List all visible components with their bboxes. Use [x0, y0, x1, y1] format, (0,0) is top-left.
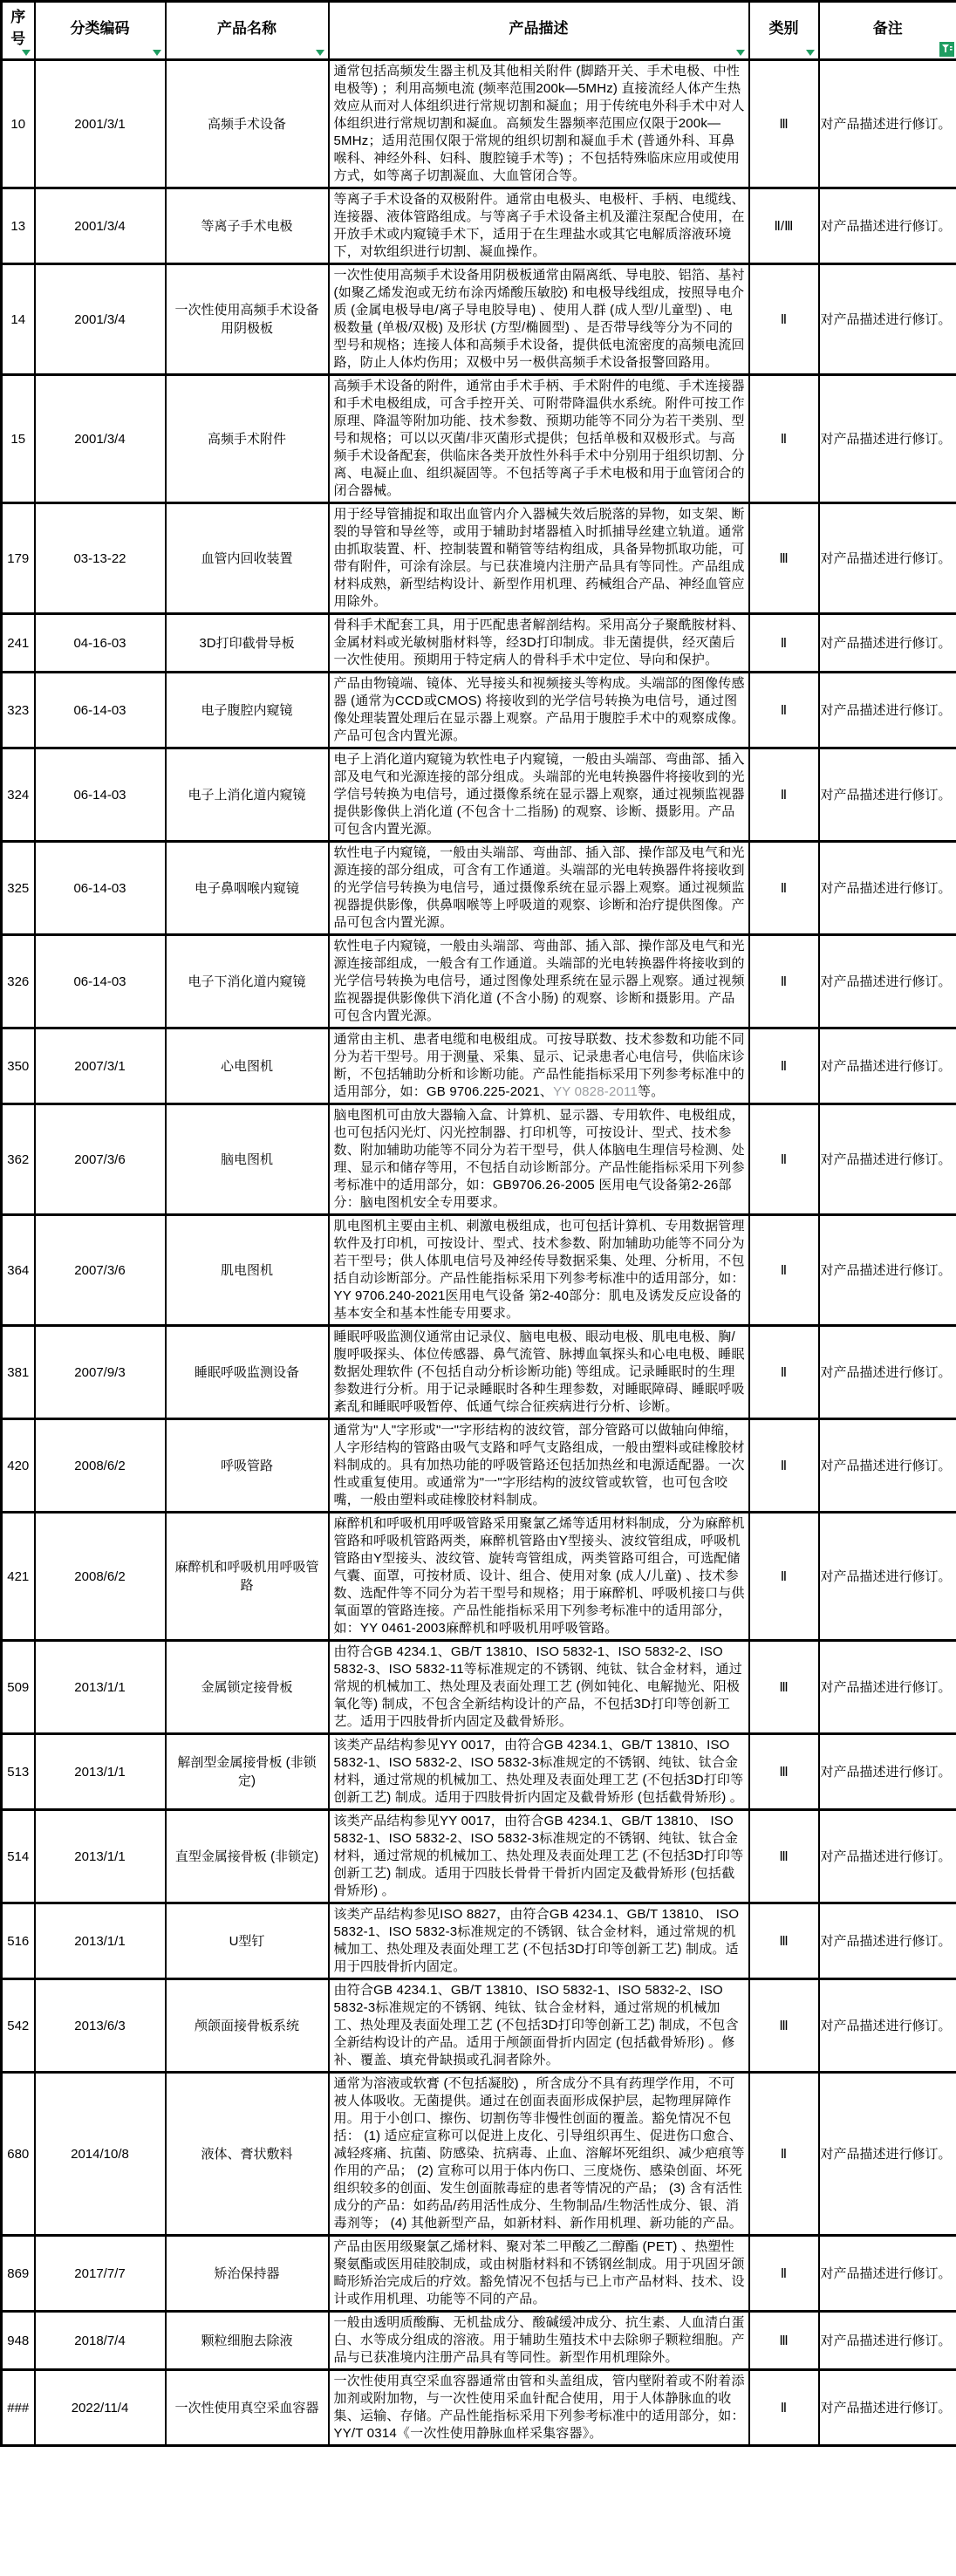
cell-class-code[interactable]: 2007/3/1	[35, 1028, 166, 1104]
cell-product-desc[interactable]: 麻醉机和呼吸机用呼吸管路采用聚氯乙烯等适用材料制成，分为麻醉机管路和呼吸机管路两类，麻醉机管路由Y型接头、波纹管组成，呼吸机管路由Y型接头、波纹管、旋转弯管组成，两类管路可组合，可选配储气囊、面罩，可按材质、设计、组合、使用对象 (成人/儿童) 、技术参数、选配件等不同分为若干型号和规格；用于麻醉机、呼吸机接口与供氧面罩的管路连接。产品性能指标采用下列参考标准中的适用部分，如：YY 0461-2003麻醉机和呼吸机用呼吸管路。	[329, 1513, 749, 1641]
col-header-name	[166, 2, 329, 60]
cell-category[interactable]: Ⅱ	[749, 1104, 819, 1215]
cell-remark[interactable]: 对产品描述进行修订。	[819, 1104, 956, 1215]
cell-seq[interactable]: 350	[2, 1028, 35, 1104]
table-row	[2, 2236, 956, 2312]
table-row	[2, 1028, 956, 1104]
muted-standard-ref: YY 0828-2011	[553, 1084, 638, 1099]
cell-remark[interactable]: 对产品描述进行修订。	[819, 2073, 956, 2236]
cell-remark[interactable]: 对产品描述进行修订。	[819, 375, 956, 503]
table-row	[2, 2370, 956, 2446]
filter-dropdown-icon[interactable]	[736, 50, 745, 56]
cell-product-name[interactable]: 一次性使用真空采血容器	[166, 2370, 329, 2446]
cell-seq[interactable]: 509	[2, 1641, 35, 1734]
cell-class-code[interactable]: 2001/3/4	[35, 375, 166, 503]
table-row	[2, 60, 956, 188]
cell-product-name[interactable]: 电子鼻咽喉内窥镜	[166, 842, 329, 935]
cell-remark[interactable]: 对产品描述进行修订。	[819, 1979, 956, 2073]
cell-product-desc[interactable]: 软性电子内窥镜，一般由头端部、弯曲部、插入部、操作部及电气和光源连接部组成，一般含有工作通道。头端部的光电转换器件将接收到的光学信号转换为电信号，通过图像处理系统在显示器上观察。通过视频监视器提供影像供下消化道 (不含小肠) 的观察、诊断和摄影用。产品可包含内置光源。	[329, 935, 749, 1028]
cell-category[interactable]: Ⅲ	[749, 2312, 819, 2370]
cell-class-code[interactable]: 2013/6/3	[35, 1979, 166, 2073]
cell-product-name[interactable]: 颅颌面接骨板系统	[166, 1979, 329, 2073]
table-row	[2, 1903, 956, 1979]
cell-category[interactable]: Ⅲ	[749, 1641, 819, 1734]
cell-product-name[interactable]: 脑电图机	[166, 1104, 329, 1215]
cell-category[interactable]: Ⅱ	[749, 748, 819, 842]
cell-class-code[interactable]: 2017/7/7	[35, 2236, 166, 2312]
cell-category[interactable]: Ⅱ	[749, 264, 819, 375]
cell-class-code[interactable]: 06-14-03	[35, 935, 166, 1028]
filter-dropdown-icon[interactable]	[153, 50, 161, 56]
col-header-seq-label: 序号	[10, 9, 26, 47]
cell-class-code[interactable]: 2008/6/2	[35, 1513, 166, 1641]
cell-category[interactable]: Ⅲ	[749, 1979, 819, 2073]
col-header-code	[35, 2, 166, 60]
table-row	[2, 1215, 956, 1326]
table-row	[2, 503, 956, 614]
cell-category[interactable]: Ⅲ	[749, 1734, 819, 1810]
cell-remark[interactable]: 对产品描述进行修订。	[819, 1215, 956, 1326]
cell-class-code[interactable]: 2014/10/8	[35, 2073, 166, 2236]
filter-dropdown-icon[interactable]	[316, 50, 324, 56]
cell-seq[interactable]: 323	[2, 673, 35, 748]
table-row	[2, 375, 956, 503]
cell-product-desc[interactable]: 通常由主机、患者电缆和电极组成。可按导联数、技术参数和功能不同分为若干型号。用于测量、采集、显示、记录患者心电信号，供临床诊断，不包括辅助分析和诊断功能。产品性能指标采用下列参考标准中的适用部分，如：GB 9706.225-2021、YY 0828-2011等。	[329, 1028, 749, 1104]
cell-product-name[interactable]: 一次性使用高频手术设备用阴极板	[166, 264, 329, 375]
cell-seq[interactable]: 241	[2, 614, 35, 673]
cell-remark[interactable]: 对产品描述进行修订。	[819, 1734, 956, 1810]
cell-remark[interactable]: 对产品描述进行修订。	[819, 1641, 956, 1734]
cell-product-desc[interactable]: 高频手术设备的附件，通常由手术手柄、手术附件的电缆、手术连接器和手术电极组成，可含手控开关、可附带降温供水系统。附件可按工作原理、降温等附加功能、技术参数、预期功能等不同分为若干类别、型号和规格；可以以灭菌/非灭菌形式提供；包括单极和双极形式。与高频手术设备配套，供临床各类开放性外科手术中分别用于组织切割、分离、电凝止血、组织凝固等。不包括等离子手术电极和用于血管闭合的闭合器械。	[329, 375, 749, 503]
cell-seq[interactable]: 326	[2, 935, 35, 1028]
cell-category[interactable]: Ⅱ	[749, 375, 819, 503]
cell-seq[interactable]: 10	[2, 60, 35, 188]
cell-product-name[interactable]: 肌电图机	[166, 1215, 329, 1326]
cell-seq[interactable]: 420	[2, 1419, 35, 1513]
cell-seq[interactable]: 513	[2, 1734, 35, 1810]
cell-product-desc[interactable]: 由符合GB 4234.1、GB/T 13810、ISO 5832-1、ISO 5832-2、ISO 5832-3、ISO 5832-11等标准规定的不锈钢、纯钛、钛合金材料，通过常规的机械加工、热处理及表面处理工艺 (例如钝化、电解抛光、阳极氧化等) 制成，不包含全新结构设计的产品，不包括3D打印等创新工艺。适用于四肢骨折内固定及截骨矫形。	[329, 1641, 749, 1734]
cell-class-code[interactable]: 2001/3/4	[35, 188, 166, 264]
cell-product-desc[interactable]: 通常为溶液或软膏 (不包括凝胶) ，所含成分不具有药理学作用，不可被人体吸收。无菌提供。通过在创面表面形成保护层，起物理屏障作用。用于小创口、擦伤、切割伤等非慢性创面的覆盖。豁免情况不包括： (1) 适应症宣称可以促进上皮化、引导组织再生、促进伤口愈合、减轻疼痛、抗菌、防感染、抗病毒、止血、溶解坏死组织、减少疤痕等作用的产品； (2) 宣称可以用于体内伤口、三度烧伤、感染创面、坏死组织较多的创面、发生创面脓毒症的患者等情况的产品； (3) 含有活性成分的产品：如药品/药用活性成分、生物制品/生物活性成分、银、消毒剂等； (4) 其他新型产品，如新材料、新作用机理、新功能的产品。	[329, 2073, 749, 2236]
cell-product-desc[interactable]: 睡眠呼吸监测仪通常由记录仪、脑电电极、眼动电极、肌电电极、胸/腹呼吸探头、体位传感器、鼻气流管、脉搏血氧探头和心电电极、睡眠数据处理软件 (不包括自动分析诊断功能) 等组成。记录睡眠时的生理参数进行分析。用于记录睡眠时各种生理参数，对睡眠障碍、睡眠呼吸紊乱和睡眠呼吸暂停、低通气综合征疾病进行分析、诊断。	[329, 1326, 749, 1419]
cell-remark[interactable]: 对产品描述进行修订。	[819, 673, 956, 748]
cell-category[interactable]: Ⅱ	[749, 673, 819, 748]
cell-remark[interactable]: 对产品描述进行修订。	[819, 2236, 956, 2312]
col-header-name-label: 产品名称	[217, 19, 277, 37]
filter-applied-icon[interactable]	[939, 42, 954, 57]
cell-remark[interactable]: 对产品描述进行修订。	[819, 60, 956, 188]
table-row	[2, 188, 956, 264]
cell-category[interactable]: Ⅲ	[749, 1903, 819, 1979]
cell-product-name[interactable]: 直型金属接骨板 (非锁定)	[166, 1810, 329, 1903]
cell-product-name[interactable]: 电子上消化道内窥镜	[166, 748, 329, 842]
table-row	[2, 1513, 956, 1641]
cell-class-code[interactable]: 2018/7/4	[35, 2312, 166, 2370]
cell-remark[interactable]: 对产品描述进行修订。	[819, 1903, 956, 1979]
cell-category[interactable]: Ⅲ	[749, 503, 819, 614]
col-header-desc	[329, 2, 749, 60]
table-row	[2, 2312, 956, 2370]
cell-class-code[interactable]: 2008/6/2	[35, 1419, 166, 1513]
cell-seq[interactable]: 324	[2, 748, 35, 842]
cell-product-desc[interactable]: 用于经导管捕捉和取出血管内介入器械失效后脱落的异物，如支架、断裂的导管和导丝等，或用于辅助封堵器植入时抓捕导丝建立轨道。通常由抓取装置、杆、控制装置和鞘管等结构组成，具备异物抓取功能，可带有附件，可涂有涂层。与已获准境内注册产品具有等同性。产品组成材料成熟，新型结构设计、新型作用机理、药械组合产品、神经血管应用除外。	[329, 503, 749, 614]
cell-product-desc[interactable]: 通常为"人"字形或"一"字形结构的波纹管，部分管路可以做轴向伸缩，人字形结构的管路由吸气支路和呼气支路组成，一般由塑料或硅橡胶材料制成的。具有加热功能的呼吸管路还包括加热丝和电源适配器。一次性或重复使用。或通常为"一"字形结构的波纹管或软管，也可包含咬嘴，一般由塑料或硅橡胶材料制成。	[329, 1419, 749, 1513]
cell-seq[interactable]: 325	[2, 842, 35, 935]
cell-remark[interactable]: 对产品描述进行修订。	[819, 1513, 956, 1641]
cell-remark[interactable]: 对产品描述进行修订。	[819, 935, 956, 1028]
cell-class-code[interactable]: 03-13-22	[35, 503, 166, 614]
cell-remark[interactable]: 对产品描述进行修订。	[819, 2312, 956, 2370]
cell-category[interactable]: Ⅱ	[749, 2370, 819, 2446]
cell-remark[interactable]: 对产品描述进行修订。	[819, 2370, 956, 2446]
cell-product-name[interactable]: 心电图机	[166, 1028, 329, 1104]
cell-remark[interactable]: 对产品描述进行修订。	[819, 188, 956, 264]
cell-category[interactable]: Ⅱ	[749, 935, 819, 1028]
cell-class-code[interactable]: 2013/1/1	[35, 1903, 166, 1979]
cell-class-code[interactable]: 06-14-03	[35, 673, 166, 748]
cell-seq[interactable]: 514	[2, 1810, 35, 1903]
cell-product-desc[interactable]: 通常包括高频发生器主机及其他相关附件 (脚踏开关、手术电极、中性电极等) ；利用高频电流 (频率范围200k—5MHz) 直接流经人体产生热效应从而对人体组织进行常规切割和凝血；用于传统电外科手术中对人体组织进行常规切割和凝血。高频发生器频率范围应仅限于200k—5MHz；适用范围仅限于常规的组织切割和凝血手术 (普通外科、耳鼻喉科、神经外科、妇科、腹腔镜手术等) ；不包括特殊临床应用或使用方式，如等离子切割凝血、大血管闭合等。	[329, 60, 749, 188]
cell-product-desc[interactable]: 一次性使用真空采血容器通常由管和头盖组成，管内壁附着或不附着添加剂或附加物，与一次性使用采血针配合使用，用于人体静脉血的收集、运输、存储。产品性能指标采用下列参考标准中的适用部分，如：YY/T 0314《一次性使用静脉血样采集容器》。	[329, 2370, 749, 2446]
cell-seq[interactable]: 516	[2, 1903, 35, 1979]
cell-class-code[interactable]: 2007/3/6	[35, 1215, 166, 1326]
cell-remark[interactable]: 对产品描述进行修订。	[819, 748, 956, 842]
cell-category[interactable]: Ⅱ	[749, 1419, 819, 1513]
col-header-seq	[2, 2, 35, 60]
cell-product-desc[interactable]: 一般由透明质酸酶、无机盐成分、酸碱缓冲成分、抗生素、人血清白蛋白、水等成分组成的溶液。用于辅助生殖技术中去除卵子颗粒细胞。产品与已获准境内注册产品具有等同性。新型作用机理除外。	[329, 2312, 749, 2370]
cell-class-code[interactable]: 2001/3/4	[35, 264, 166, 375]
table-row	[2, 1641, 956, 1734]
cell-class-code[interactable]: 2007/3/6	[35, 1104, 166, 1215]
cell-class-code[interactable]: 04-16-03	[35, 614, 166, 673]
cell-class-code[interactable]: 2022/11/4	[35, 2370, 166, 2446]
cell-remark[interactable]: 对产品描述进行修订。	[819, 503, 956, 614]
cell-product-desc[interactable]: 产品由物镜端、镜体、光导接头和视频接头等构成。头端部的图像传感器 (通常为CCD或CMOS) 将接收到的光学信号转换为电信号，通过图像处理装置处理后在显示器上观察。产品用于腹腔手术中的观察成像。产品可包含内置光源。	[329, 673, 749, 748]
cell-seq[interactable]: 364	[2, 1215, 35, 1326]
col-header-cat-label: 类别	[768, 19, 799, 37]
cell-product-name[interactable]: U型钉	[166, 1903, 329, 1979]
table-row	[2, 1104, 956, 1215]
cell-remark[interactable]: 对产品描述进行修订。	[819, 1028, 956, 1104]
table-row	[2, 1979, 956, 2073]
cell-seq[interactable]: 15	[2, 375, 35, 503]
table-row	[2, 1734, 956, 1810]
cell-product-desc[interactable]: 一次性使用高频手术设备用阴极板通常由隔离纸、导电胶、铝箔、基衬 (如聚乙烯发泡或无纺布涂丙烯酸压敏胶) 和电极导线组成，按照导电介质 (金属电极导电/离子导电胶导电) 、使用人群 (成人型/儿童型) 、电极数量 (单极/双极) 及形状 (方型/椭圆型) 、是否带导线等分为不同的型号和规格；连接人体和高频手术设备，提供低电流密度的高频电流回路，防止人体灼伤用；双极中另一极供高频手术设备报警回路用。	[329, 264, 749, 375]
cell-product-desc[interactable]: 骨科手术配套工具，用于匹配患者解剖结构。采用高分子聚酰胺材料、金属材料或光敏树脂材料等，经3D打印制成。非无菌提供，经灭菌后一次性使用。预期用于特定病人的骨科手术中定位、导向和保护。	[329, 614, 749, 673]
cell-seq[interactable]: 179	[2, 503, 35, 614]
table-body	[2, 60, 956, 2446]
cell-product-name[interactable]: 麻醉机和呼吸机用呼吸管路	[166, 1513, 329, 1641]
filter-dropdown-icon[interactable]	[22, 50, 31, 56]
cell-remark[interactable]: 对产品描述进行修订。	[819, 614, 956, 673]
cell-product-desc[interactable]: 肌电图机主要由主机、刺激电极组成，也可包括计算机、专用数据管理软件及打印机，可按设计、型式、技术参数、附加辅助功能等不同分为若干型号；供人体肌电信号及神经传导数据采集、处理、分析用，不包括自动诊断部分。产品性能指标采用下列参考标准中的适用部分，如：YY 9706.240-2021医用电气设备 第2-40部分：肌电及诱发反应设备的基本安全和基本性能专用要求。	[329, 1215, 749, 1326]
cell-category[interactable]: Ⅲ	[749, 60, 819, 188]
cell-product-name[interactable]: 高频手术附件	[166, 375, 329, 503]
table-header	[2, 2, 956, 60]
cell-class-code[interactable]: 2007/9/3	[35, 1326, 166, 1419]
cell-seq[interactable]: 948	[2, 2312, 35, 2370]
cell-product-name[interactable]: 颗粒细胞去除液	[166, 2312, 329, 2370]
table-row	[2, 264, 956, 375]
cell-category[interactable]: Ⅱ	[749, 2073, 819, 2236]
cell-remark[interactable]: 对产品描述进行修订。	[819, 1810, 956, 1903]
cell-product-name[interactable]: 高频手术设备	[166, 60, 329, 188]
cell-product-name[interactable]: 矫治保持器	[166, 2236, 329, 2312]
table-row	[2, 614, 956, 673]
cell-category[interactable]: Ⅱ	[749, 614, 819, 673]
table-row	[2, 673, 956, 748]
cell-seq[interactable]: 14	[2, 264, 35, 375]
cell-product-desc[interactable]: 该类产品结构参见YY 0017，由符合GB 4234.1、GB/T 13810、ISO 5832-1、ISO 5832-2、ISO 5832-3标准规定的不锈钢、纯钛、钛合金材料，通过常规的机械加工、热处理及表面处理工艺 (不包括3D打印等创新工艺) 制成。适用于四肢骨折内固定及截骨矫形 (包括截骨矫形) 。	[329, 1734, 749, 1810]
cell-product-desc[interactable]: 产品由医用级聚氯乙烯材料、聚对苯二甲酸乙二醇酯 (PET) 、热塑性聚氨酯或医用硅胶制成，或由树脂材料和不锈钢丝制成。用于巩固牙颌畸形矫治完成后的疗效。豁免情况不包括与已上市产品材料、技术、设计或作用机理、功能等不同的产品。	[329, 2236, 749, 2312]
cell-product-name[interactable]: 金属锁定接骨板	[166, 1641, 329, 1734]
cell-product-desc[interactable]: 该类产品结构参见YY 0017，由符合GB 4234.1、GB/T 13810、 ISO 5832-1、ISO 5832-2、ISO 5832-3标准规定的不锈钢、纯钛、钛合金材料，通过常规的机械加工、热处理及表面处理工艺 (不包括3D打印等创新工艺) 制成。适用于四肢长骨骨干骨折内固定及截骨矫形 (包括截骨矫形) 。	[329, 1810, 749, 1903]
table-row	[2, 842, 956, 935]
cell-seq[interactable]: 13	[2, 188, 35, 264]
cell-product-name[interactable]: 等离子手术电极	[166, 188, 329, 264]
cell-seq[interactable]: 680	[2, 2073, 35, 2236]
col-header-remark	[819, 2, 956, 60]
cell-class-code[interactable]: 06-14-03	[35, 842, 166, 935]
filter-dropdown-icon[interactable]	[806, 50, 815, 56]
table-row	[2, 2073, 956, 2236]
cell-product-desc[interactable]: 电子上消化道内窥镜为软性电子内窥镜，一般由头端部、弯曲部、插入部及电气和光源连接的部分组成。头端部的光电转换器件将接收到的光学信号转换为电信号，通过摄像系统在显示器上观察，通过视频监视器提供影像供上消化道 (不包含十二指肠) 的观察、诊断、摄影用。产品可包含内置光源。	[329, 748, 749, 842]
cell-product-name[interactable]: 解剖型金属接骨板 (非锁定)	[166, 1734, 329, 1810]
cell-remark[interactable]: 对产品描述进行修订。	[819, 1419, 956, 1513]
col-header-code-label: 分类编码	[70, 19, 130, 37]
cell-seq[interactable]: 542	[2, 1979, 35, 2073]
cell-seq[interactable]: 421	[2, 1513, 35, 1641]
cell-product-name[interactable]: 3D打印截骨导板	[166, 614, 329, 673]
cell-category[interactable]: Ⅱ	[749, 1028, 819, 1104]
cell-product-desc[interactable]: 该类产品结构参见ISO 8827，由符合GB 4234.1、GB/T 13810、 ISO 5832-1、ISO 5832-3标准规定的不锈钢、钛合金材料，通过常规的机械加工、热处理及表面处理工艺 (不包括3D打印等创新工艺) 制成。适用于四肢骨折内固定。	[329, 1903, 749, 1979]
table-row	[2, 1810, 956, 1903]
col-header-desc-label: 产品描述	[509, 19, 569, 37]
cell-category[interactable]: Ⅱ	[749, 2236, 819, 2312]
cell-product-name[interactable]: 电子下消化道内窥镜	[166, 935, 329, 1028]
cell-product-name[interactable]: 睡眠呼吸监测设备	[166, 1326, 329, 1419]
cell-class-code[interactable]: 06-14-03	[35, 748, 166, 842]
table-row	[2, 935, 956, 1028]
cell-category[interactable]: Ⅱ	[749, 1326, 819, 1419]
cell-product-name[interactable]: 液体、膏状敷料	[166, 2073, 329, 2236]
table-row	[2, 1326, 956, 1419]
cell-category[interactable]: Ⅱ	[749, 842, 819, 935]
cell-product-desc[interactable]: 等离子手术设备的双极附件。通常由电极头、电极杆、手柄、电缆线、连接器、液体管路组成。与等离子手术设备主机及灌注泵配合使用，在开放手术或内窥镜手术下，适用于在生理盐水或其它电解质溶液环境下，对软组织进行切割、凝血操作。	[329, 188, 749, 264]
table-row	[2, 1419, 956, 1513]
cell-seq[interactable]: 381	[2, 1326, 35, 1419]
col-header-remark-label: 备注	[872, 19, 903, 37]
cell-seq[interactable]: 869	[2, 2236, 35, 2312]
cell-product-name[interactable]: 电子腹腔内窥镜	[166, 673, 329, 748]
cell-category[interactable]: Ⅲ	[749, 1810, 819, 1903]
cell-remark[interactable]: 对产品描述进行修订。	[819, 264, 956, 375]
cell-seq[interactable]: ###	[2, 2370, 35, 2446]
cell-category[interactable]: Ⅱ/Ⅲ	[749, 188, 819, 264]
cell-category[interactable]: Ⅱ	[749, 1513, 819, 1641]
cell-class-code[interactable]: 2001/3/1	[35, 60, 166, 188]
cell-class-code[interactable]: 2013/1/1	[35, 1734, 166, 1810]
cell-remark[interactable]: 对产品描述进行修订。	[819, 842, 956, 935]
cell-product-name[interactable]: 血管内回收装置	[166, 503, 329, 614]
cell-remark[interactable]: 对产品描述进行修订。	[819, 1326, 956, 1419]
table-row	[2, 748, 956, 842]
cell-class-code[interactable]: 2013/1/1	[35, 1641, 166, 1734]
cell-category[interactable]: Ⅱ	[749, 1215, 819, 1326]
cell-class-code[interactable]: 2013/1/1	[35, 1810, 166, 1903]
cell-product-desc[interactable]: 脑电图机可由放大器输入盒、计算机、显示器、专用软件、电极组成，也可包括闪光灯、闪光控制器、打印机等，可按设计、型式、技术参数、附加辅助功能等不同分为若干型号，供人体脑电生理信号检测、处理、显示和储存等用，不包括自动诊断部分。产品性能指标采用下列参考标准中的适用部分，如：GB9706.26-2005 医用电气设备第2-26部分：脑电图机安全专用要求。	[329, 1104, 749, 1215]
cell-product-desc[interactable]: 软性电子内窥镜，一般由头端部、弯曲部、插入部、操作部及电气和光源连接的部分组成，可含有工作通道。头端部的光电转换器件将接收到的光学信号转换为电信号，通过摄像系统在显示器上观察。通过视频监视器提供影像，供鼻咽喉等上呼吸道的观察、诊断和治疗提供图像。产品可包含内置光源。	[329, 842, 749, 935]
cell-seq[interactable]: 362	[2, 1104, 35, 1215]
cell-product-name[interactable]: 呼吸管路	[166, 1419, 329, 1513]
col-header-cat	[749, 2, 819, 60]
cell-product-desc[interactable]: 由符合GB 4234.1、GB/T 13810、ISO 5832-1、ISO 5832-2、ISO 5832-3标准规定的不锈钢、纯钛、钛合金材料，通过常规的机械加工、热处理及表面处理工艺 (不包括3D打印等创新工艺) 制成，不包含全新结构设计的产品。适用于颅颌面骨折内固定 (包括截骨矫形) 。修补、覆盖、填充骨缺损或孔洞者除外。	[329, 1979, 749, 2073]
